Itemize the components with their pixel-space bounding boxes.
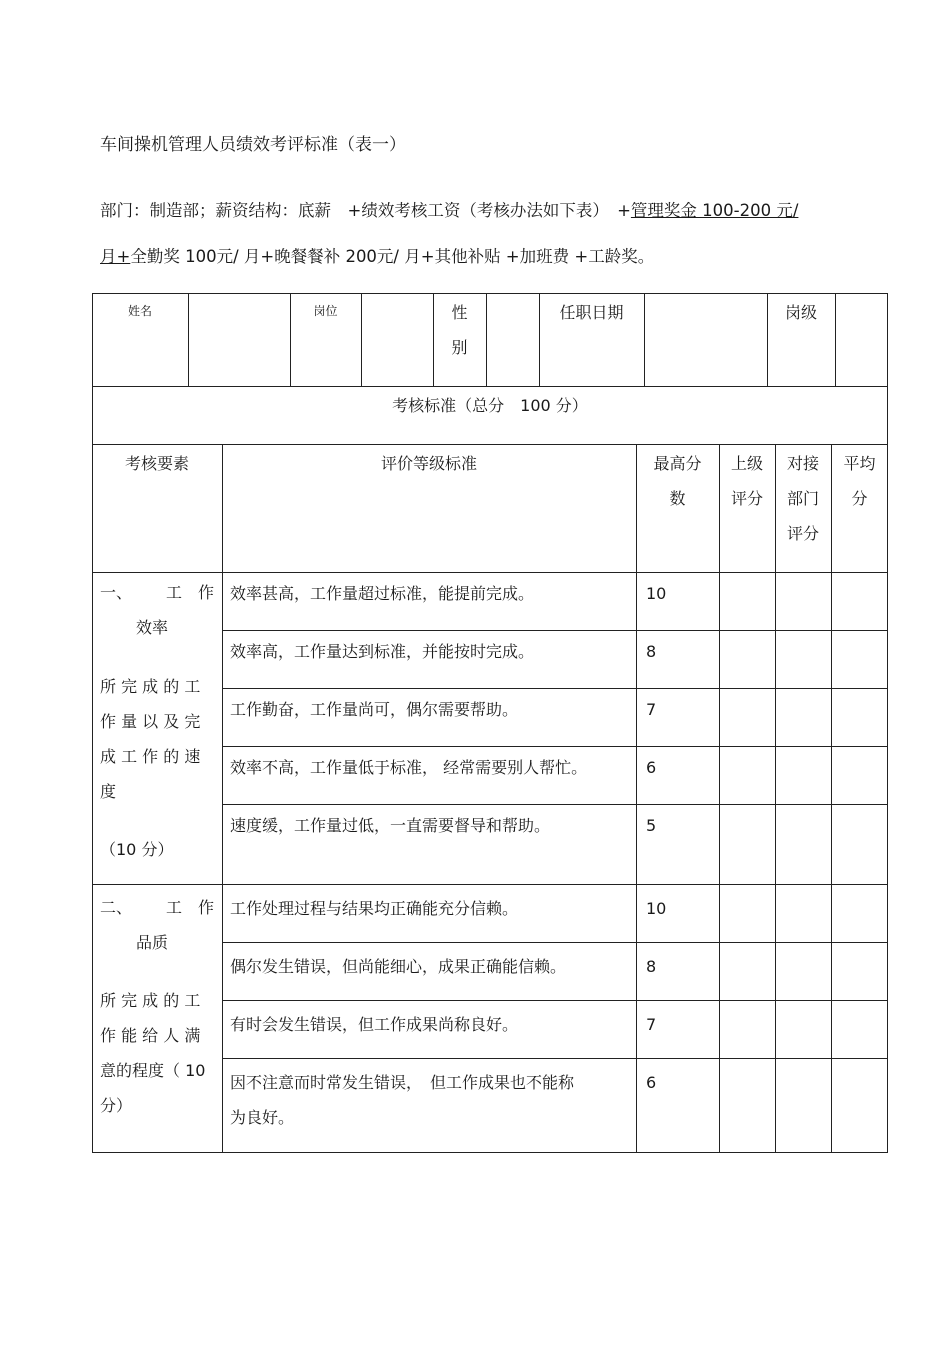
section-2-score-4: 6 xyxy=(646,1073,657,1092)
section-2-desc-4: 分） xyxy=(100,1096,133,1115)
section-2-desc-3: 意的程度（ 10 xyxy=(100,1061,206,1080)
section-2-criteria-2: 偶尔发生错误，但尚能细心，成果正确能信赖。 xyxy=(230,957,567,976)
section-2-score-2: 8 xyxy=(646,957,657,976)
max-score-header-1: 最高分 xyxy=(653,454,702,473)
section-1-criteria-5: 速度缓，工作量过低，一直需要督导和帮助。 xyxy=(230,816,551,835)
section-1-desc-1: 所 完 成 的 工 xyxy=(100,677,201,696)
section-1-score-1: 10 xyxy=(646,584,667,603)
section-1-desc-2: 作 量 以 及 完 xyxy=(100,712,201,731)
info-text-1: 部门：制造部；薪资结构：底薪 +绩效考核工资（考核办法如下表） + xyxy=(100,201,631,220)
section-2-number: 二、 xyxy=(100,898,133,917)
info-underlined-2: 月+ xyxy=(100,247,131,266)
section-1-score-4: 6 xyxy=(646,758,657,777)
gender-value-cell[interactable] xyxy=(488,296,537,384)
section-1-criteria-3: 工作勤奋，工作量尚可，偶尔需要帮助。 xyxy=(230,700,519,719)
hire-date-label: 任职日期 xyxy=(559,303,624,322)
document-title: 车间操机管理人员绩效考评标准（表一） xyxy=(100,135,406,155)
avg-header-1: 平均 xyxy=(843,454,876,473)
dept-header-2: 部门 xyxy=(786,489,819,508)
name-value-cell[interactable] xyxy=(190,296,288,384)
section-1-score-5: 5 xyxy=(646,816,657,835)
factor-header: 考核要素 xyxy=(124,454,189,473)
section-1-criteria-4: 效率不高，工作量低于标准， 经常需要别人帮忙。 xyxy=(230,758,588,777)
section-2-heading: 工 作 xyxy=(166,898,215,917)
grade-label: 岗级 xyxy=(784,303,817,322)
section-1-heading: 工 作 xyxy=(166,583,215,602)
section-2-criteria-1: 工作处理过程与结果均正确能充分信赖。 xyxy=(230,899,519,918)
department-salary-info xyxy=(100,188,870,280)
section-1-points: （10 分） xyxy=(100,840,174,859)
section-2-score-1: 10 xyxy=(646,899,667,918)
avg-header-2: 分 xyxy=(851,489,868,508)
criteria-header: 评价等级标准 xyxy=(380,454,477,473)
section-2-score-3: 7 xyxy=(646,1015,657,1034)
standard-title: 考核标准（总分 100 分） xyxy=(392,396,588,415)
max-score-header-2: 数 xyxy=(669,489,686,508)
section-2-criteria-4-line-1: 因不注意而时常发生错误， 但工作成果也不能称 xyxy=(230,1073,575,1092)
info-underlined-1: 管理奖金 100-200 元/ xyxy=(630,201,799,220)
section-1-heading-2: 效率 xyxy=(135,618,168,637)
gender-label-1: 性 xyxy=(451,303,468,322)
section-2-desc-1: 所 完 成 的 工 xyxy=(100,991,201,1010)
section-1-desc-4: 度 xyxy=(100,782,117,801)
section-1-score-3: 7 xyxy=(646,700,657,719)
gender-label-2: 别 xyxy=(451,338,468,357)
grade-value-cell[interactable] xyxy=(837,296,885,384)
section-1-criteria-2: 效率高，工作量达到标准，并能按时完成。 xyxy=(230,642,535,661)
section-1-number: 一、 xyxy=(100,583,133,602)
position-value-cell[interactable] xyxy=(363,296,431,384)
superior-header-2: 评分 xyxy=(730,489,763,508)
name-label: 姓名 xyxy=(127,304,152,318)
section-2-criteria-3: 有时会发生错误，但工作成果尚称良好。 xyxy=(230,1015,519,1034)
section-1-desc-3: 成 工 作 的 速 xyxy=(100,747,201,766)
dept-header-3: 评分 xyxy=(786,524,819,543)
section-1-score-2: 8 xyxy=(646,642,657,661)
hire-date-value-cell[interactable] xyxy=(646,296,765,384)
superior-header-1: 上级 xyxy=(730,454,763,473)
position-label: 岗位 xyxy=(313,304,338,318)
section-2-heading-2: 品质 xyxy=(135,933,168,952)
dept-header-1: 对接 xyxy=(786,454,819,473)
section-2-criteria-4-line-2: 为良好。 xyxy=(230,1108,295,1127)
info-text-2: 全勤奖 100元/ 月+晚餐餐补 200元/ 月+其他补贴 +加班费 +工龄奖。 xyxy=(130,247,655,266)
section-1-criteria-1: 效率甚高，工作量超过标准，能提前完成。 xyxy=(230,584,535,603)
section-2-desc-2: 作 能 给 人 满 xyxy=(100,1026,201,1045)
